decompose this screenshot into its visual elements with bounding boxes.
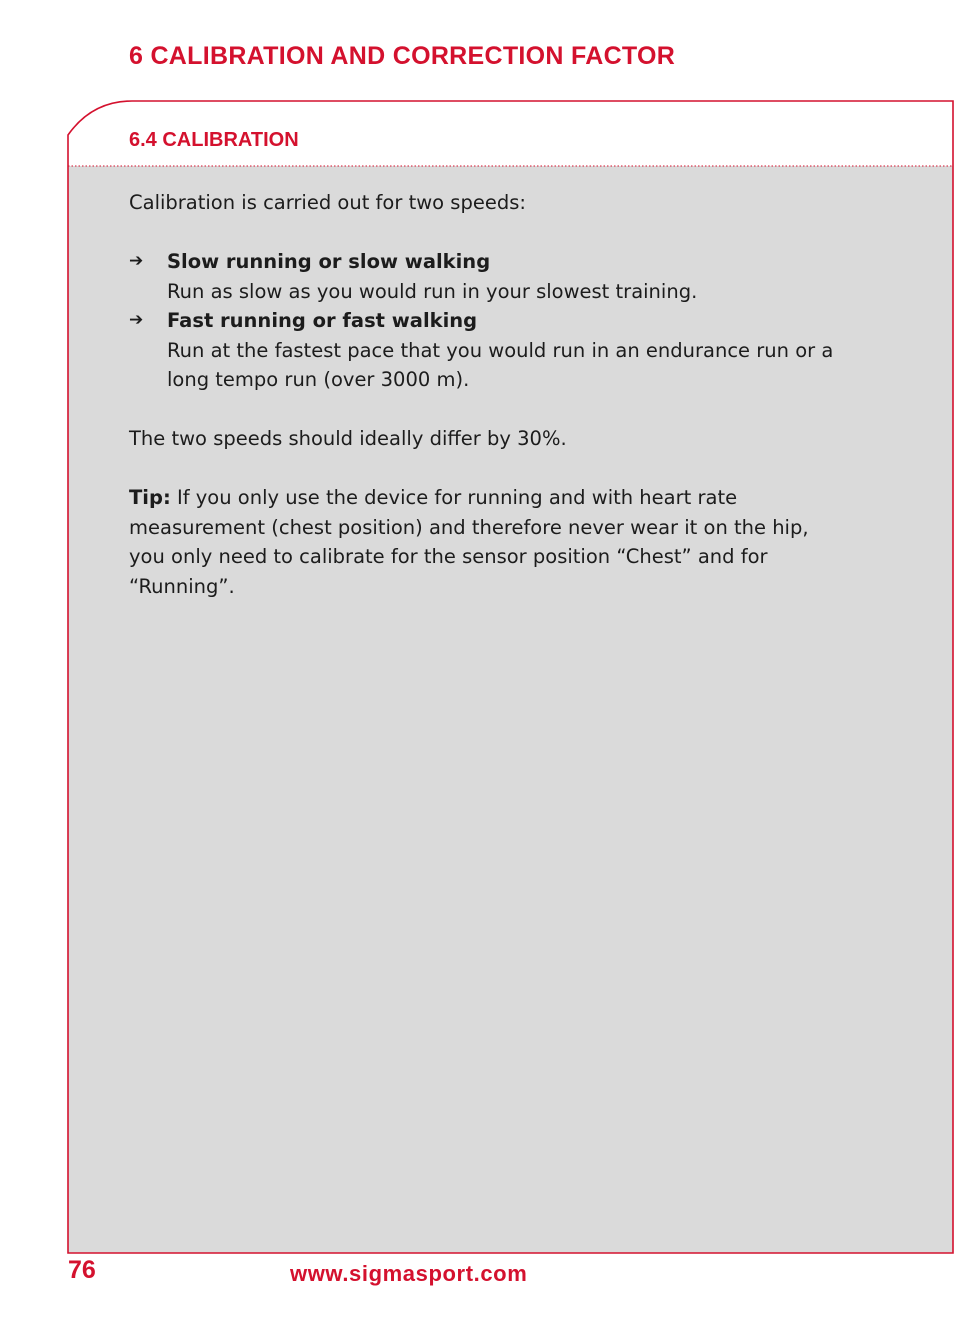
arrow-right-icon: ➔: [129, 310, 144, 330]
tip-label: Tip:: [129, 486, 171, 509]
chapter-title: 6 CALIBRATION AND CORRECTION FACTOR: [129, 42, 676, 70]
list-item-heading: Slow running or slow walking: [167, 250, 491, 273]
tip-paragraph: [129, 483, 849, 601]
intro-text: Calibration is carried out for two speeds:: [129, 191, 526, 214]
list-item: [129, 306, 849, 395]
content-body: [129, 188, 849, 601]
list-item-heading: Fast running or fast walking: [167, 309, 478, 332]
list-item-text: Run as slow as you would run in your slowest training.: [167, 279, 698, 303]
section-title: 6.4 CALIBRATION: [129, 129, 299, 151]
tip-text: If you only use the device for running and with heart rate measurement (chest position) and therefore never wear it on the hip, you only need to calibrate for the sensor position “Chest” and for “Running”.: [129, 486, 809, 598]
page-number: 76: [68, 1256, 96, 1284]
speed-note: The two speeds should ideally differ by 30%.: [129, 427, 567, 450]
arrow-right-icon: ➔: [129, 251, 144, 271]
list-item-text: Run at the fastest pace that you would run in an endurance run or a long tempo run (over 3000 m).: [167, 338, 834, 391]
list-item: [129, 247, 849, 306]
website-link[interactable]: www.sigmasport.com: [290, 1261, 528, 1286]
